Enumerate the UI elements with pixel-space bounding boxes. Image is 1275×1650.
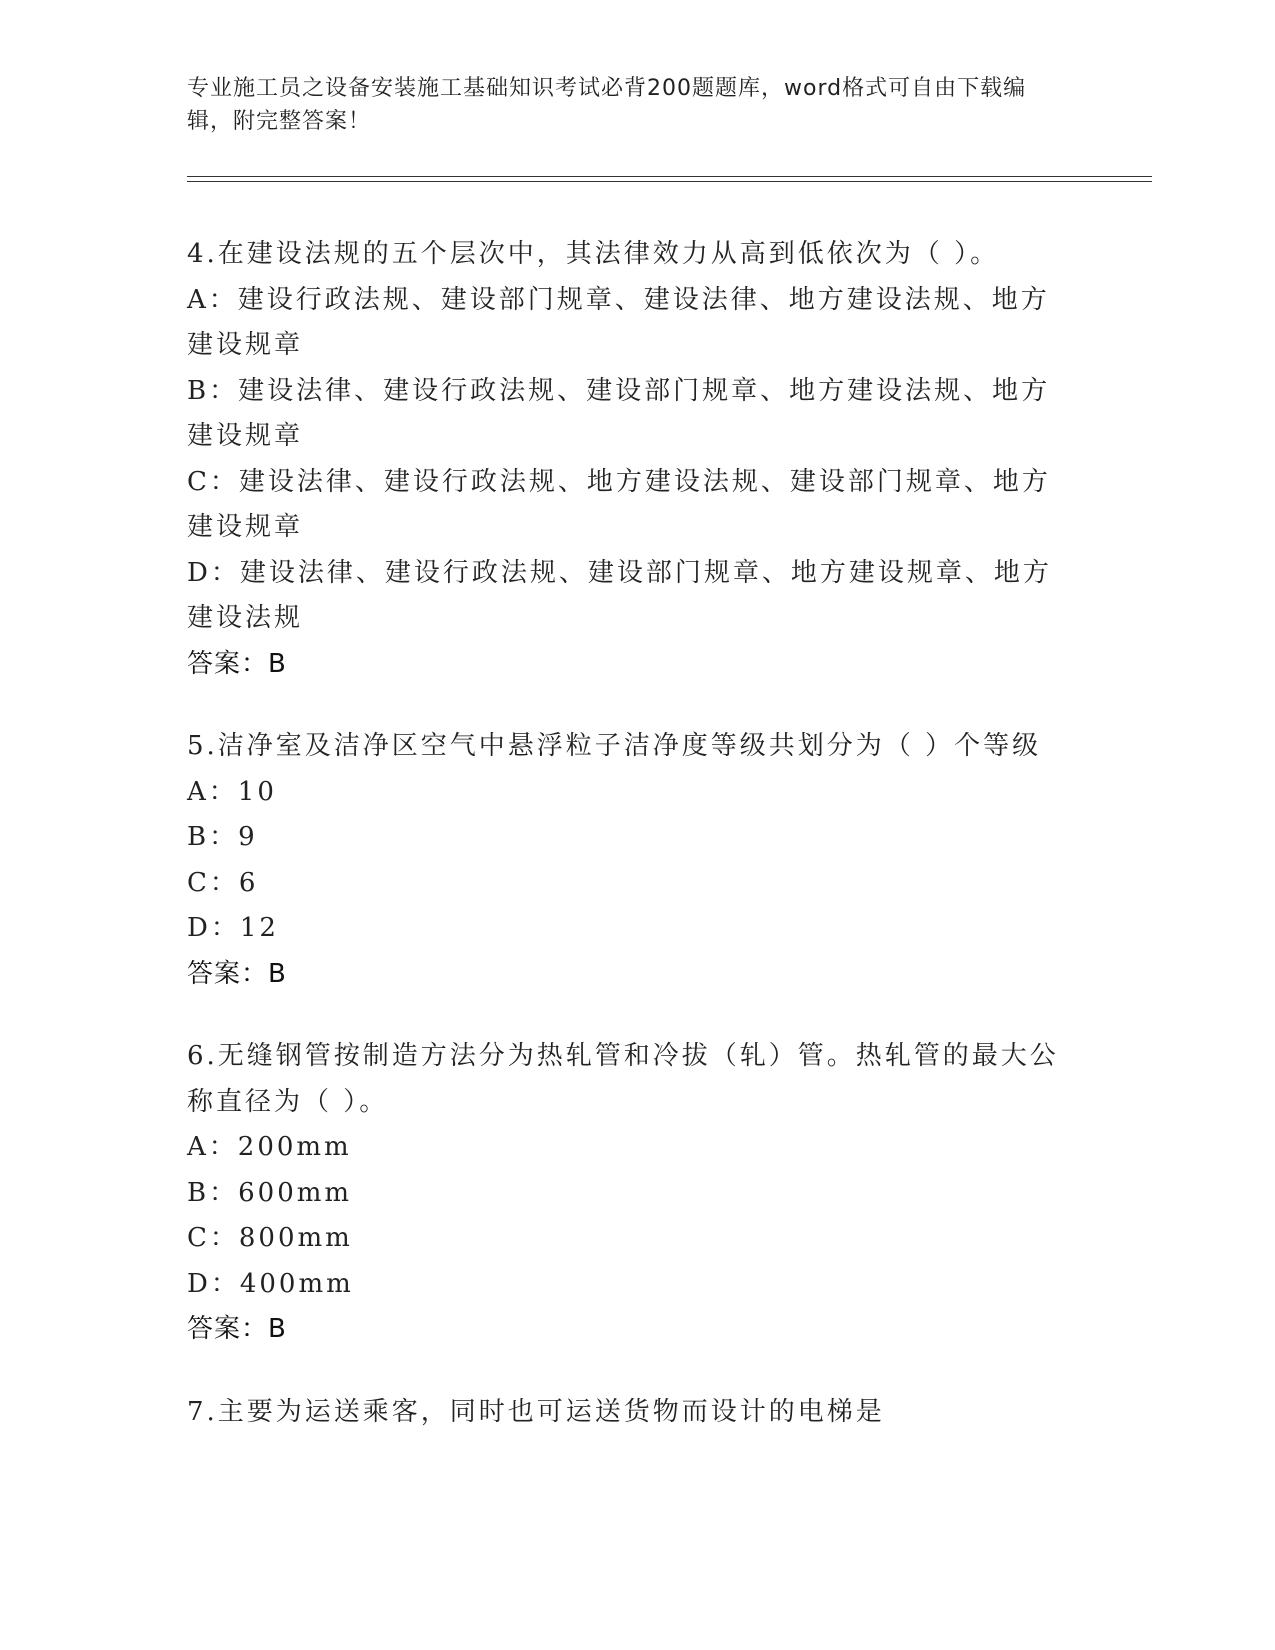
- option-d: D：12: [187, 913, 279, 943]
- question-stem: 4.在建设法规的五个层次中，其法律效力从高到低依次为（ ）。: [187, 239, 1000, 269]
- option-c: C：6: [187, 867, 259, 898]
- option-b: B：600mm: [187, 1177, 353, 1208]
- option-c: C：800mm: [187, 1223, 353, 1253]
- question-5: [187, 724, 1077, 997]
- header-divider: [187, 176, 1152, 182]
- option-b: B：9: [187, 822, 258, 852]
- document-header: 专业施工员之设备安装施工基础知识考试必背200题题库，word格式可自由下载编辑，附完整答案！: [187, 76, 1027, 134]
- option-b: B：建设法律、建设行政法规、建设部门规章、地方建设法规、地方建设规章: [187, 375, 1051, 451]
- option-d: D：建设法律、建设行政法规、建设部门规章、地方建设规章、地方建设法规: [187, 557, 1052, 633]
- option-d: D：400mm: [187, 1268, 354, 1299]
- question-4: [187, 232, 1077, 687]
- question-7: [187, 1390, 1077, 1436]
- answer-line: 答案：B: [187, 648, 287, 679]
- option-a: A：200mm: [187, 1132, 352, 1162]
- option-c: C：建设法律、建设行政法规、地方建设法规、建设部门规章、地方建设规章: [187, 466, 1051, 542]
- answer-line: 答案：B: [187, 1314, 287, 1344]
- question-6: [187, 1034, 1077, 1353]
- answer-line: 答案：B: [187, 958, 287, 989]
- question-stem: 5.洁净室及洁净区空气中悬浮粒子洁净度等级共划分为（ ）个等级: [187, 731, 1042, 761]
- question-list: [187, 232, 1077, 1472]
- option-a: A：10: [187, 776, 277, 807]
- option-a: A：建设行政法规、建设部门规章、建设法律、地方建设法规、地方建设规章: [187, 284, 1050, 360]
- question-stem: 6.无缝钢管按制造方法分为热轧管和冷拔（轧）管。热轧管的最大公称直径为（ ）。: [187, 1041, 1059, 1117]
- question-stem: 7.主要为运送乘客，同时也可运送货物而设计的电梯是: [187, 1396, 885, 1427]
